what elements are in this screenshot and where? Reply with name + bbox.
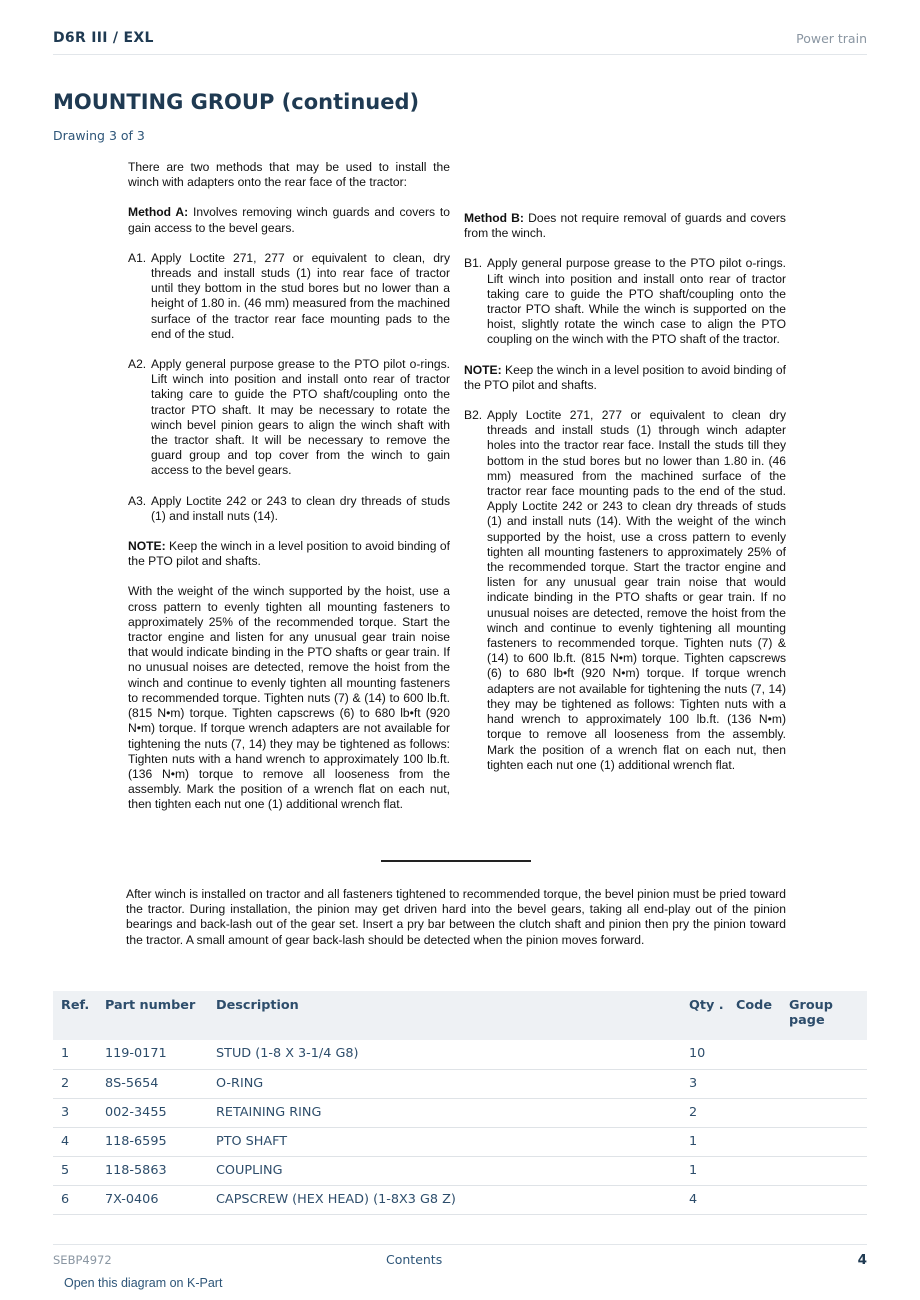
group-page-cell xyxy=(783,1185,867,1214)
header-group-page: Group page xyxy=(783,991,867,1040)
header-description: Description xyxy=(210,991,683,1040)
step-b1 xyxy=(464,256,786,347)
step-text: Apply Loctite 271, 277 or equivalent to clean dry threads and install studs (1) through winch adapter holes into the tractor rear face. Install the studs till they bottom in the stud bores but no lower than 1.80 in. (46 mm) measured from the machined surface of the tractor rear face mounting pads to the end of the stud. Apply Loctite 242 or 243 to clean dry threads of studs (1) and install nuts (14). With the weight of the winch supported by the hoist, use a cross pattern to evenly tighten all mounting fasteners to approximately 25% of the recommended torque. Start the tractor engine and listen for any unusual gear train noise that would indicate binding in the PTO shafts or gear train. If no unusual noises are detected, remove the hoist from the winch and continue to evenly tightening all mounting fasteners to recommended torque. Tighten nuts (7) & (14) to 600 lb.ft. (815 N•m) torque. Tighten capscrews (6) to 680 lb•ft (920 N•m) torque. If torque wrench adapters are not available for tightening the nuts (7, 14) they may be tightened as follows: Tighten nuts with a hand wrench to approximately 100 lb.ft. (136 N•m) torque to remove all looseness from the assembly. Mark the position of a wrench flat on each nut, then tighten each nut one (1) additional wrench flat. xyxy=(487,408,786,772)
part-number-cell: 118-6595 xyxy=(99,1127,210,1156)
method-a-label: Method A: xyxy=(128,205,189,220)
footer-divider xyxy=(53,1244,867,1245)
part-number-cell: 7X-0406 xyxy=(99,1185,210,1214)
table-row xyxy=(53,1069,867,1098)
step-a2 xyxy=(128,357,450,479)
qty-cell: 3 xyxy=(683,1069,730,1098)
qty-cell: 2 xyxy=(683,1098,730,1127)
description-cell: RETAINING RING xyxy=(210,1098,683,1127)
ref-cell: 1 xyxy=(53,1040,99,1069)
header-ref: Ref. xyxy=(53,991,99,1040)
table-row xyxy=(53,1040,867,1069)
step-number: B2. xyxy=(464,408,483,423)
group-page-cell xyxy=(783,1156,867,1185)
ref-cell: 4 xyxy=(53,1127,99,1156)
parts-table xyxy=(53,991,867,1215)
header-part-number: Part number xyxy=(99,991,210,1040)
code-cell xyxy=(730,1098,783,1127)
title-main: MOUNTING GROUP xyxy=(53,90,275,114)
description-cell: O-RING xyxy=(210,1069,683,1098)
note-text: Keep the winch in a level position to avoid binding of the PTO pilot and shafts. xyxy=(464,362,786,392)
step-number: B1. xyxy=(464,256,483,271)
method-a-paragraph xyxy=(128,205,450,235)
instructions-right-column xyxy=(464,160,786,788)
part-number-cell: 8S-5654 xyxy=(99,1069,210,1098)
code-cell xyxy=(730,1069,783,1098)
step-a3 xyxy=(128,494,450,524)
step-number: A3. xyxy=(128,493,147,508)
step-number: A1. xyxy=(128,250,147,265)
table-row xyxy=(53,1098,867,1127)
ref-cell: 6 xyxy=(53,1185,99,1214)
drawing-indicator: Drawing 3 of 3 xyxy=(53,128,145,143)
step-number: A2. xyxy=(128,357,147,372)
qty-cell: 10 xyxy=(683,1040,730,1069)
section-name: Power train xyxy=(796,31,867,46)
code-cell xyxy=(730,1185,783,1214)
description-cell: COUPLING xyxy=(210,1156,683,1185)
group-page-cell xyxy=(783,1069,867,1098)
open-kpart-link[interactable]: Open this diagram on K-Part xyxy=(64,1276,223,1290)
note-b xyxy=(464,363,786,393)
contents-link[interactable]: Contents xyxy=(386,1252,443,1267)
part-number-cell: 118-5863 xyxy=(99,1156,210,1185)
header-code: Code xyxy=(730,991,783,1040)
ref-cell: 5 xyxy=(53,1156,99,1185)
step-text: Apply Loctite 242 or 243 to clean dry threads of studs (1) and install nuts (14). xyxy=(151,493,450,523)
step-a1 xyxy=(128,251,450,342)
table-row xyxy=(53,1185,867,1214)
note-label: NOTE: xyxy=(128,539,166,554)
table-row xyxy=(53,1127,867,1156)
part-number-cell: 002-3455 xyxy=(99,1098,210,1127)
machine-model: D6R III / EXL xyxy=(53,30,154,46)
qty-cell: 1 xyxy=(683,1156,730,1185)
method-b-label: Method B: xyxy=(464,211,524,225)
note-label: NOTE: xyxy=(464,362,502,377)
group-page-cell xyxy=(783,1098,867,1127)
step-b2 xyxy=(464,408,786,773)
instructions-left-column xyxy=(128,160,450,828)
note-a xyxy=(128,539,450,569)
code-cell xyxy=(730,1156,783,1185)
step-text: Apply Loctite 271, 277 or equivalent to clean, dry threads and install studs (1) into rear face of tractor until they bottom in the stud bores but no lower than a height of 1.80 in. (46 mm) measured from the machined surface of the tractor rear face mounting pads to the end of the stud. xyxy=(151,250,450,341)
description-cell: CAPSCREW (HEX HEAD) (1-8X3 G8 Z) xyxy=(210,1185,683,1214)
qty-cell: 1 xyxy=(683,1127,730,1156)
page-number: 4 xyxy=(857,1252,867,1268)
header-qty: Qty . xyxy=(683,991,730,1040)
intro-paragraph: There are two methods that may be used to install the winch with adapters onto the rear face of the tractor: xyxy=(128,160,450,190)
table-header-row xyxy=(53,991,867,1040)
table-row xyxy=(53,1156,867,1185)
code-cell xyxy=(730,1040,783,1069)
ref-cell: 3 xyxy=(53,1098,99,1127)
page-title xyxy=(53,90,419,114)
page-header xyxy=(53,28,867,55)
group-page-cell xyxy=(783,1040,867,1069)
section-divider xyxy=(381,860,531,862)
description-cell: PTO SHAFT xyxy=(210,1127,683,1156)
description-cell: STUD (1-8 X 3-1/4 G8) xyxy=(210,1040,683,1069)
document-id: SEBP4972 xyxy=(53,1253,112,1267)
pinion-paragraph: After winch is installed on tractor and all fasteners tightened to recommended torque, the bevel pinion must be pried toward the tractor. During installation, the pinion may get driven hard into the bevel gears, taking all end-play out of the pinion bearings and back-lash out of the gear set. Insert a pry bar between the clutch shaft and pinion then pry the pinion toward the tractor. A small amount of gear back-lash should be detected when the pinion moves forward. xyxy=(126,887,786,947)
group-page-cell xyxy=(783,1127,867,1156)
step-text: Apply general purpose grease to the PTO pilot o-rings. Lift winch into position and install onto rear of tractor taking care to guide the PTO shaft/coupling onto the tractor PTO shaft. It may be necessary to rotate the winch bevel pinion gears to align the winch shaft with the tractor shaft. It will be necessary to remove the guard group and top cover from the winch to gain access to the bevel gears. xyxy=(151,357,450,478)
part-number-cell: 119-0171 xyxy=(99,1040,210,1069)
code-cell xyxy=(730,1127,783,1156)
title-suffix: (continued) xyxy=(274,90,420,114)
note-text: Keep the winch in a level position to avoid binding of the PTO pilot and shafts. xyxy=(128,539,450,569)
method-b-paragraph xyxy=(464,211,786,241)
ref-cell: 2 xyxy=(53,1069,99,1098)
qty-cell: 4 xyxy=(683,1185,730,1214)
step-text: Apply general purpose grease to the PTO pilot o-rings. Lift winch into position and install onto rear of tractor taking care to guide the PTO shaft/coupling onto the tractor PTO shaft. While the winch is supported on the hoist, slightly rotate the winch case to align the PTO coupling on the winch with the PTO shaft of the tractor. xyxy=(487,256,786,347)
torque-paragraph-a: With the weight of the winch supported by the hoist, use a cross pattern to evenly tighten all mounting fasteners to approximately 25% of the recommended torque. Start the tractor engine and listen for any unusual gear train noise that would indicate binding in the PTO shafts or gear train. If no unusual noises are detected, remove the hoist from the winch and continue to evenly tighten all mounting fasteners to recommended torque. Tighten nuts (7) & (14) to 600 lb.ft. (815 N•m) torque. Tighten capscrews (6) to 680 lb•ft (920 N•m) torque. If torque wrench adapters are not available for tightening the nuts (7, 14) they may be tightened as follows: Tighten nuts with a hand wrench to approximately 100 lb.ft. (136 N•m) torque to remove all looseness from the assembly. Mark the position of a wrench flat on each nut, then tighten each nut one (1) additional wrench flat. xyxy=(128,584,450,812)
method-b-text: Does not require removal of guards and covers from the winch. xyxy=(464,211,786,241)
method-a-text: Involves removing winch guards and covers to gain access to the bevel gears. xyxy=(128,205,450,235)
